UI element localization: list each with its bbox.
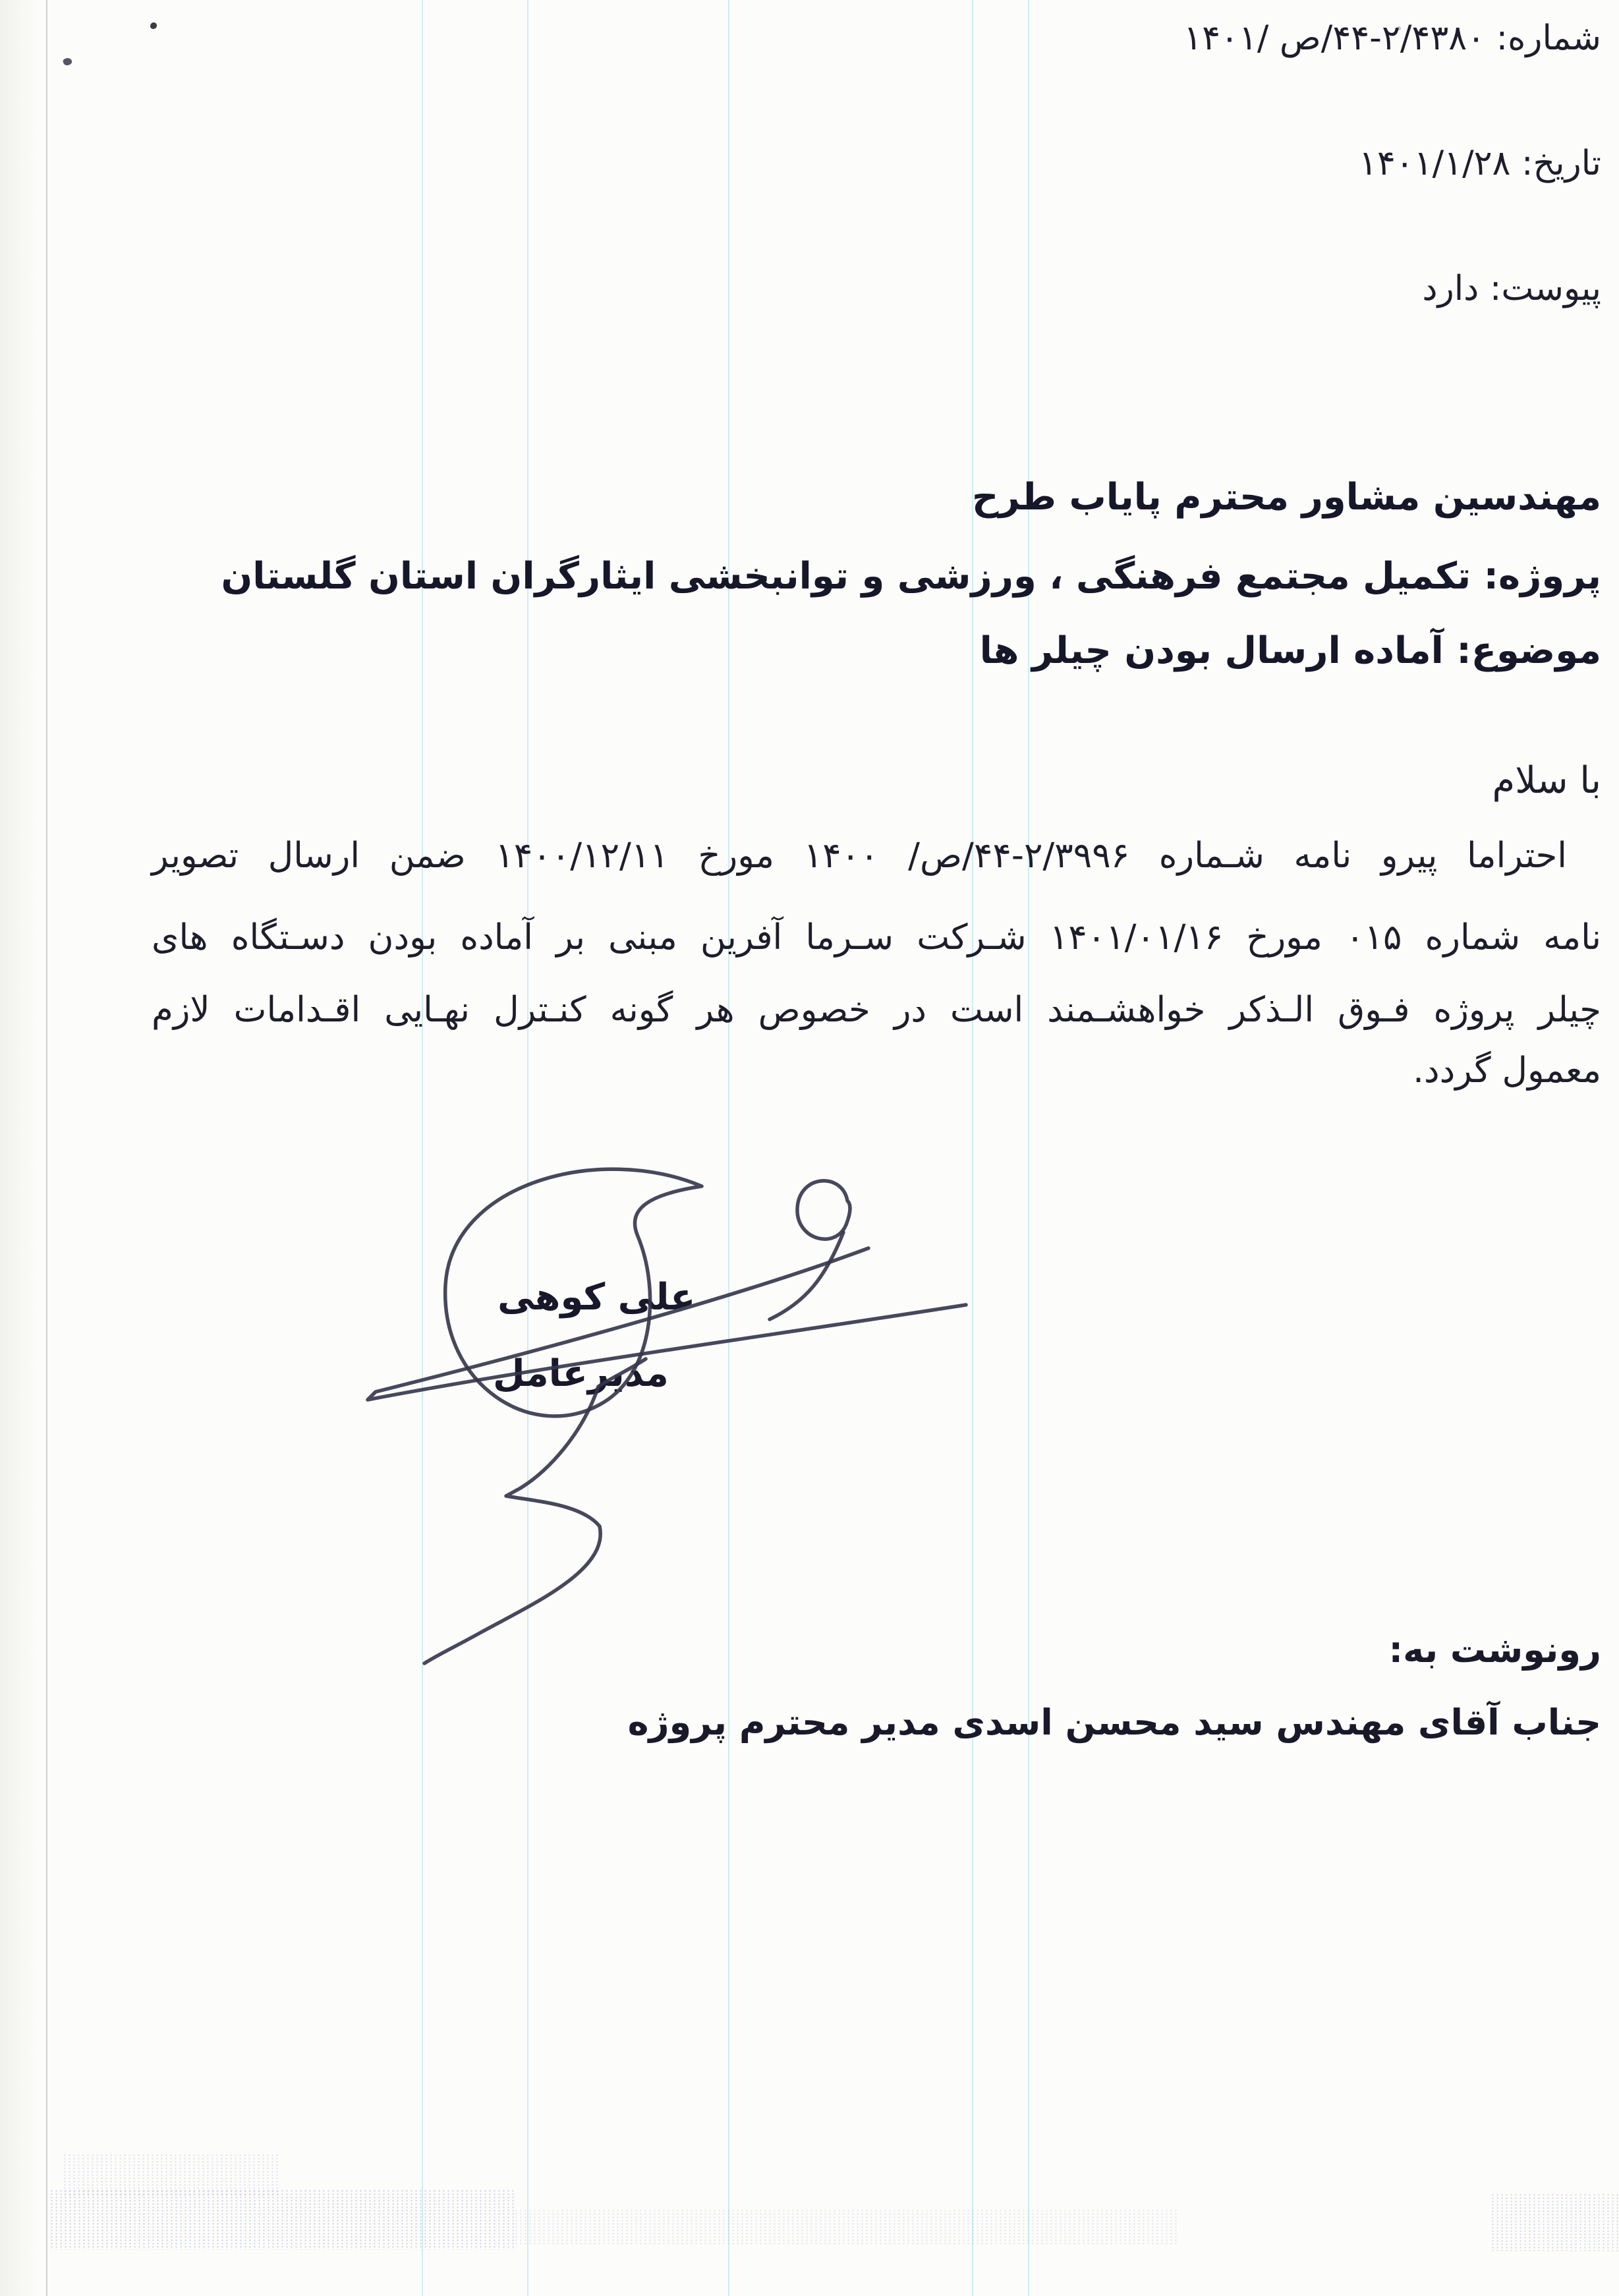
body-line-4: معمول گردد.: [1413, 1050, 1601, 1091]
signer-name: علی کوهی: [497, 1276, 696, 1319]
scan-noise-band: [1491, 2193, 1619, 2251]
scan-line-artifact: [1028, 0, 1029, 2296]
handwritten-signature: [316, 1140, 1015, 1680]
letter-date: تاریخ: ۱۴۰۱/۱/۲۸: [1358, 144, 1601, 183]
letter-attachment: پیوست: دارد: [1422, 269, 1601, 308]
project-line: پروژه: تکمیل مجتمع فرهنگی ، ورزشی و توانبخشی ایثارگران استان گلستان: [221, 555, 1601, 598]
addressee-line: مهندسین مشاور محترم پایاب طرح: [972, 476, 1601, 519]
cc-label: رونوشت به:: [1388, 1629, 1601, 1671]
letter-number: شماره: ۲/۴۳۸۰‏-‏۴۴/ص /۱۴۰۱: [1183, 18, 1601, 58]
signer-role: مدیرعامل: [493, 1352, 669, 1395]
scan-edge-shade: [0, 0, 38, 2296]
subject-line: موضوع: آماده ارسال بودن چیلر ها: [979, 629, 1601, 672]
scan-speck: [63, 57, 73, 67]
scan-speck: [150, 22, 157, 29]
body-line-2: نامه شماره ۰۱۵ مورخ ۱۴۰۱/۰۱/۱۶ شـرکت سـرما آفرین مبنی بر آماده بودن دسـتگاه های: [152, 917, 1601, 958]
cc-recipient: جناب آقای مهندس سید محسن اسدی مدیر محترم پروژه: [627, 1702, 1601, 1743]
scan-noise-band: [49, 2189, 514, 2250]
scan-line-artifact: [46, 0, 47, 2296]
salutation: با سلام: [1492, 759, 1601, 802]
body-line-3: چیلر پروژه فـوق الـذکر خواهشـمند است در خصوص هر گونه کنـترل نهـایی اقـدامات لازم: [152, 990, 1601, 1030]
body-line-1: احتراما پیرو نامه شـماره ۲/۳۹۹۶‏-‏۴۴/ص/ ۱۴۰۰ مورخ ۱۴۰۰/۱۲/۱۱ ضمن ارسال تصویر: [152, 836, 1568, 876]
scan-noise-band: [514, 2209, 1179, 2246]
